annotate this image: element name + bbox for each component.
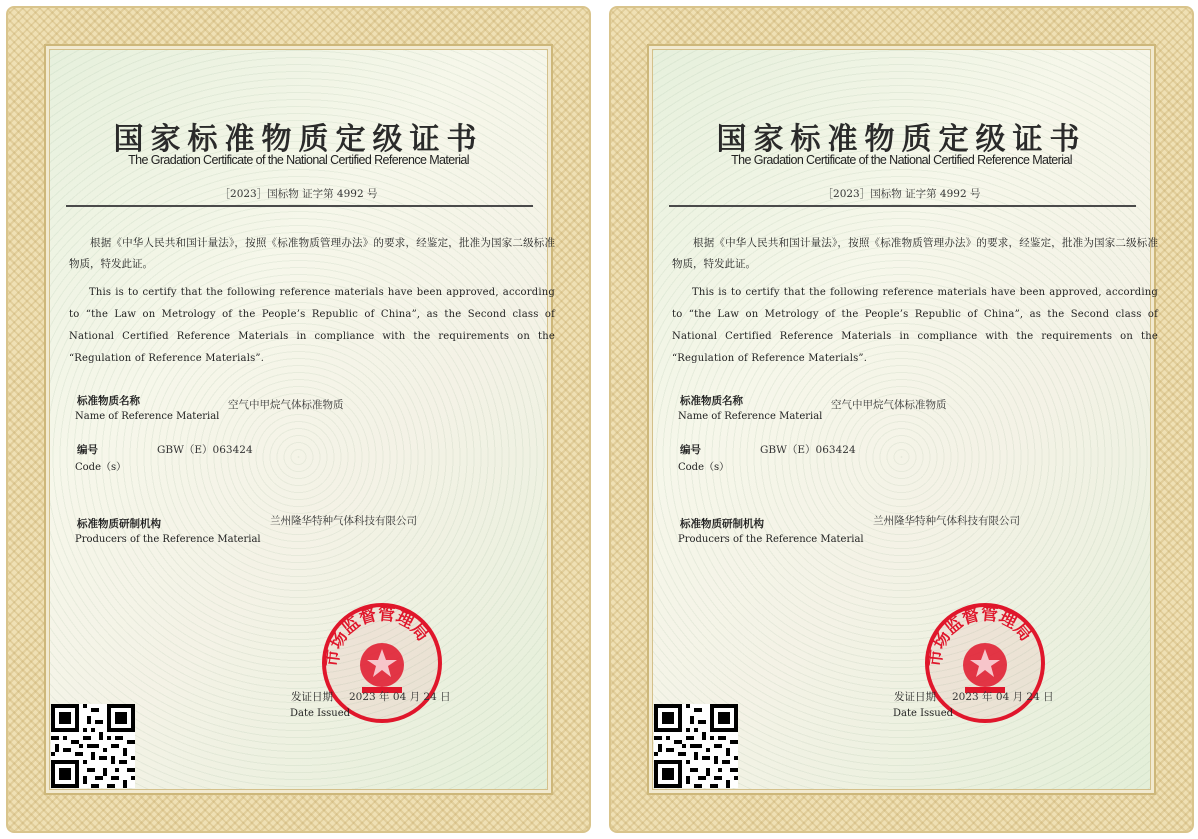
certificate-right <box>609 6 1194 833</box>
statement-en: This is to certify that the following reference materials have been approved, according to “the Law on Metrology of the People’s Republic of China”, as the Second class of National Certified Reference Materials in compliance with the requirements on the “Regulation of Reference Materials”. <box>69 287 555 364</box>
code-value: GBW（E）063424 <box>157 444 253 456</box>
certificate-title-zh: 国家标准物质定级证书 <box>113 122 484 157</box>
statement-zh: 根据《中华人民共和国计量法》，按照《标准物质管理办法》的要求，经鉴定，批准为国家二级标准物质，特发此证。 <box>672 237 1158 270</box>
date-label-zh: 发证日期 <box>894 691 936 703</box>
date-label-en: Date Issued <box>893 708 954 719</box>
code-label-zh: 编号 <box>77 444 98 456</box>
seal-text: 市场监督管理局 <box>925 604 1036 668</box>
date-value: 2023 年 04 月 24 日 <box>349 691 451 703</box>
date-value: 2023 年 04 月 24 日 <box>952 691 1054 703</box>
qr-code-icon <box>51 704 135 788</box>
producer-label-en: Producers of the Reference Material <box>75 534 261 545</box>
certificate-title-en: The Gradation Certificate of the National Certified Reference Material <box>731 153 1072 167</box>
seal-text: 市场监督管理局 <box>322 604 433 668</box>
statement-zh: 根据《中华人民共和国计量法》，按照《标准物质管理办法》的要求，经鉴定，批准为国家二级标准物质，特发此证。 <box>69 237 555 270</box>
certificate-paper <box>44 44 553 795</box>
name-label-zh: 标准物质名称 <box>77 395 140 407</box>
certificate-number: ［2023］国标物 证字第 4992 号 <box>219 188 378 200</box>
code-label-zh: 编号 <box>680 444 701 456</box>
certificate-left <box>6 6 591 833</box>
certificate-paper <box>647 44 1156 795</box>
code-label-en: Code（s） <box>678 462 730 473</box>
code-value: GBW（E）063424 <box>760 444 856 456</box>
certificate-title-zh: 国家标准物质定级证书 <box>716 122 1087 157</box>
date-label-zh: 发证日期 <box>291 691 333 703</box>
producer-label-zh: 标准物质研制机构 <box>680 518 764 530</box>
producer-label-en: Producers of the Reference Material <box>678 534 864 545</box>
certificate-title-en: The Gradation Certificate of the National Certified Reference Material <box>128 153 469 167</box>
statement-en: This is to certify that the following reference materials have been approved, according to “the Law on Metrology of the People’s Republic of China”, as the Second class of National Certified Reference Materials in compliance with the requirements on the “Regulation of Reference Materials”. <box>672 287 1158 364</box>
certificate-number: ［2023］国标物 证字第 4992 号 <box>822 188 981 200</box>
divider <box>669 205 1136 207</box>
divider <box>66 205 533 207</box>
name-label-zh: 标准物质名称 <box>680 395 743 407</box>
code-label-en: Code（s） <box>75 462 127 473</box>
name-value: 空气中甲烷气体标准物质 <box>228 399 344 411</box>
name-label-en: Name of Reference Material <box>75 411 220 422</box>
name-value: 空气中甲烷气体标准物质 <box>831 399 947 411</box>
date-label-en: Date Issued <box>290 708 351 719</box>
producer-value: 兰州隆华特种气体科技有限公司 <box>873 515 1020 527</box>
producer-label-zh: 标准物质研制机构 <box>77 518 161 530</box>
producer-value: 兰州隆华特种气体科技有限公司 <box>270 515 417 527</box>
name-label-en: Name of Reference Material <box>678 411 823 422</box>
qr-code-icon <box>654 704 738 788</box>
